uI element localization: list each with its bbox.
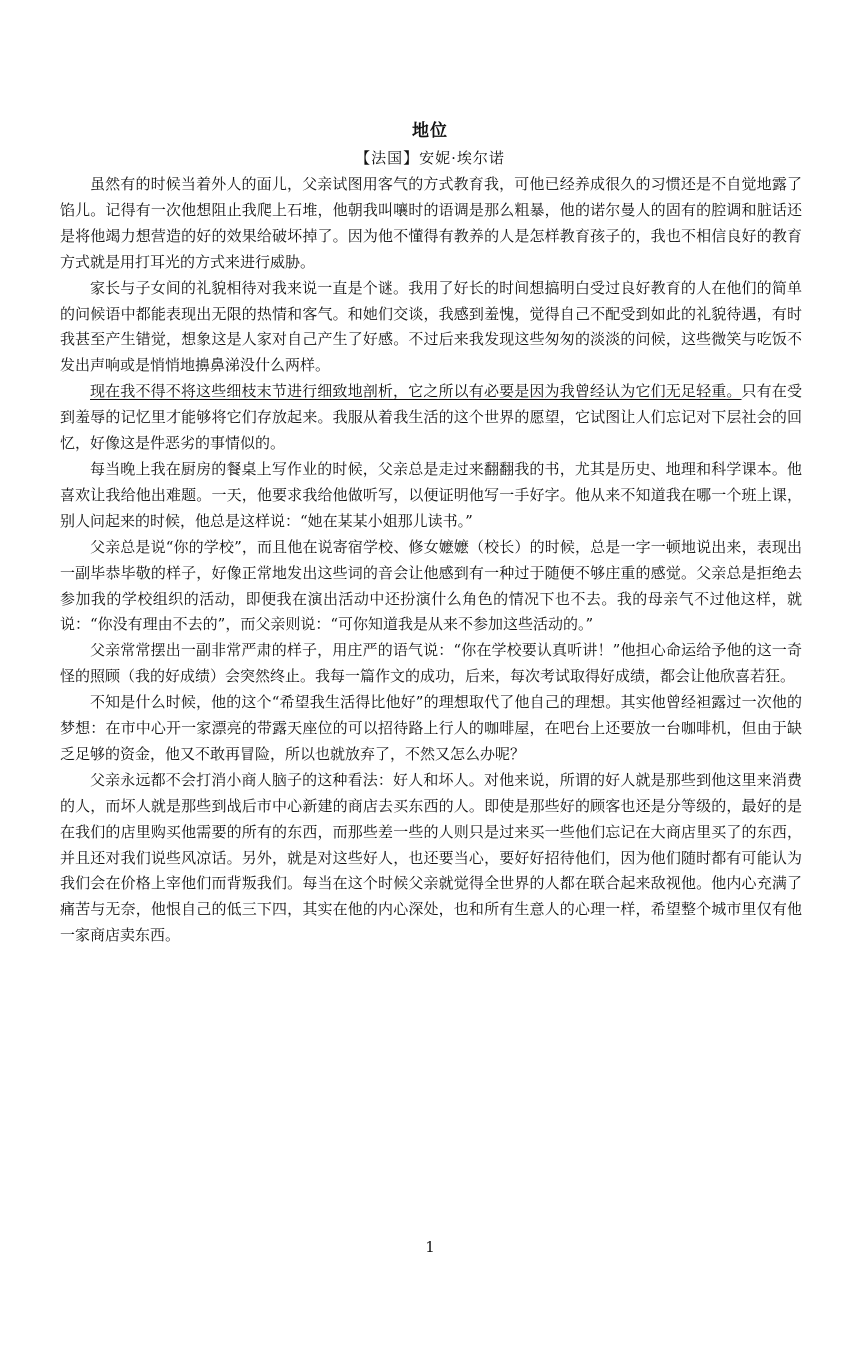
paragraph bbox=[60, 690, 802, 768]
paragraph-text: 不知是什么时候，他的这个“希望我生活得比他好”的理想取代了他自己的理想。其实他曾经袒露过一次他的梦想：在市中心开一家漂亮的带露天座位的可以招待路上行人的咖啡屋，在吧台上还要放一台咖啡机，但由于缺乏足够的资金，他又不敢再冒险，所以也就放弃了，不然又怎么办呢？ bbox=[60, 693, 802, 763]
paragraph-text: 父亲总是说“你的学校”，而且他在说寄宿学校、修女嬷嬷（校长）的时候，总是一字一顿地说出来，表现出一副毕恭毕敬的样子，好像正常地发出这些词的音会让他感到有一种过于随便不够庄重的感觉。父亲总是拒绝去参加我的学校组织的活动，即便我在演出活动中还扮演什么角色的情况下也不去。我的母亲气不过他这样，就说：“你没有理由不去的”，而父亲则说：“可你知道我是从来不参加这些活动的。” bbox=[60, 537, 802, 634]
document-body bbox=[60, 172, 802, 949]
paragraph-text: 父亲常常摆出一副非常严肃的样子，用庄严的语气说：“你在学校要认真听讲！”他担心命运给予他的这一奇怪的照顾（我的好成绩）会突然终止。我每一篇作文的成功，后来，每次考试取得好成绩，都会让他欣喜若狂。 bbox=[60, 641, 802, 686]
paragraph bbox=[60, 379, 802, 457]
paragraph bbox=[60, 638, 802, 690]
paragraph bbox=[60, 535, 802, 639]
paragraph bbox=[60, 276, 802, 380]
document-author: 【法国】安妮·埃尔诺 bbox=[355, 149, 505, 167]
paragraph bbox=[60, 768, 802, 949]
paragraph-text: 父亲永远都不会打消小商人脑子的这种看法：好人和坏人。对他来说，所谓的好人就是那些到他这里来消费的人，而坏人就是那些到战后市中心新建的商店去买东西的人。即使是那些好的顾客也还是分等级的，最好的是在我们的店里购买他需要的所有的东西，而那些差一些的人则只是过来买一些他们忘记在大商店里买了的东西，并且还对我们说些风凉话。另外，就是对这些好人，也还要当心，要好好招待他们，因为他们随时都有可能认为我们会在价格上宰他们而背叛我们。每当在这个时候父亲就觉得全世界的人都在联合起来敌视他。他内心充满了痛苦与无奈，他恨自己的低三下四，其实在他的内心深处，也和所有生意人的心理一样，希望整个城市里仅有他一家商店卖东西。 bbox=[60, 770, 802, 945]
underlined-text: 现在我不得不将这些细枝末节进行细致地剖析，它之所以有必要是因为我曾经认为它们无足轻重。 bbox=[90, 382, 742, 401]
page-number: 1 bbox=[425, 1238, 435, 1256]
paragraph-text: 只有在受到羞辱的记忆里才能够将它们存放起来。我服从着我生活的这个世界的愿望，它试图让人们忘记对下层社会的回忆，好像这是件恶劣的事情似的。 bbox=[60, 382, 802, 453]
paragraph-text: 虽然有的时候当着外人的面儿，父亲试图用客气的方式教育我，可他已经养成很久的习惯还是不自觉地露了馅儿。记得有一次他想阻止我爬上石堆，他朝我叫嚷时的语调是那么粗暴，他的诺尔曼人的固有的腔调和脏话还是将他竭力想营造的好的效果给破坏掉了。因为他不懂得有教养的人是怎样教育孩子的，我也不相信良好的教育方式就是用打耳光的方式来进行威胁。 bbox=[60, 175, 802, 271]
paragraph-text: 每当晚上我在厨房的餐桌上写作业的时候，父亲总是走过来翻翻我的书，尤其是历史、地理和科学课本。他喜欢让我给他出难题。一天，他要求我给他做听写，以便证明他写一手好字。他从来不知道我在哪一个班上课，别人问起来的时候，他总是这样说：“她在某某小姐那儿读书。” bbox=[60, 459, 802, 530]
paragraph bbox=[60, 457, 802, 535]
document-title: 地位 bbox=[412, 121, 448, 141]
paragraph bbox=[60, 172, 802, 276]
paragraph-text: 家长与子女间的礼貌相待对我来说一直是个谜。我用了好长的时间想搞明白受过良好教育的人在他们的简单的问候语中都能表现出无限的热情和客气。和她们交谈，我感到羞愧，觉得自己不配受到如此的礼貌待遇，有时我甚至产生错觉，想象这是人家对自己产生了好感。不过后来我发现这些匆匆的淡淡的问候，这些微笑与吃饭不发出声响或是悄悄地擤鼻涕没什么两样。 bbox=[60, 278, 802, 375]
